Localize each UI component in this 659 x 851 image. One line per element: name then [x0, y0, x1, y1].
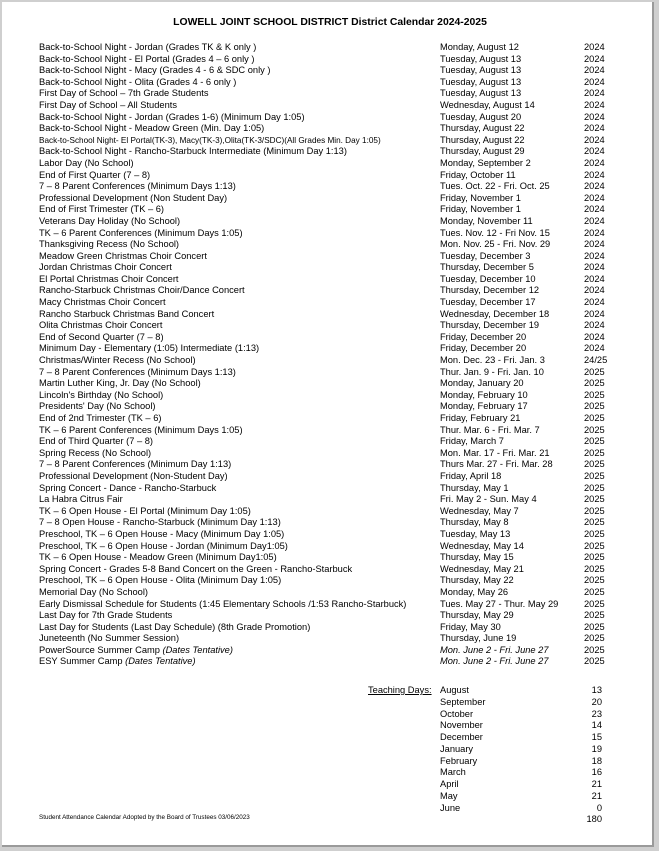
event-year: 2024 [584, 215, 605, 226]
days-count: 19 [591, 743, 602, 754]
event-name: End of Third Quarter (7 – 8) [39, 436, 154, 447]
event-year: 2025 [584, 447, 605, 458]
event-date: Monday, May 26 [440, 586, 509, 597]
days-count: 13 [591, 685, 602, 695]
event-name: 7 – 8 Parent Conferences (Minimum Days 1:13) [39, 366, 236, 377]
event-year: 2024 [584, 99, 605, 110]
event-year: 2024 [584, 169, 605, 180]
event-name: Last Day for Students (Last Day Schedule) (8th Grade Promotion) [39, 621, 311, 632]
event-name: Back-to-School Night - Jordan (Grades TK & K only ) [39, 42, 257, 52]
days-count: 180 [586, 814, 602, 825]
event-row [39, 181, 619, 193]
event-name: First Day of School – 7th Grade Students [39, 88, 209, 99]
events-list [39, 42, 619, 668]
month-label: March [440, 767, 466, 778]
event-date: Wednesday, August 14 [440, 99, 535, 110]
teaching-days-total [440, 814, 610, 826]
event-row [39, 262, 619, 274]
month-label: September [440, 696, 486, 707]
event-date: Monday, September 2 [440, 157, 531, 168]
event-name: Lincoln's Birthday (No School) [39, 389, 164, 400]
event-date: Friday, December 20 [440, 331, 527, 342]
event-row [39, 297, 619, 309]
event-row [39, 483, 619, 495]
event-name: Spring Concert - Dance - Rancho-Starbuck [39, 482, 217, 493]
event-name: Martin Luther King, Jr. Day (No School) [39, 378, 201, 389]
days-count: 20 [591, 696, 602, 707]
days-count: 16 [591, 767, 602, 778]
event-name: Preschool, TK – 6 Open House - Olita (Minimum Day 1:05) [39, 575, 282, 586]
event-year: 2024 [584, 285, 605, 296]
event-row [39, 77, 619, 89]
event-name: TK – 6 Open House - Meadow Green (Minimum Day1:05) [39, 552, 277, 563]
event-name: El Portal Christmas Choir Concert [39, 273, 179, 284]
event-row [39, 599, 619, 611]
event-year: 2024 [584, 53, 605, 64]
event-name: La Habra Citrus Fair [39, 494, 123, 505]
event-name: Thanksgiving Recess (No School) [39, 239, 180, 250]
month-label: April [440, 779, 459, 789]
event-date: Friday, November 1 [440, 192, 521, 203]
event-name: Veterans Day Holiday (No School) [39, 215, 181, 226]
event-name: Early Dismissal Schedule for Students (1:45 Elementary Schools /1:53 Rancho-Starbuck) [39, 598, 407, 609]
event-name: Back-to-School Night - Meadow Green (Min. Day 1:05) [39, 123, 265, 134]
event-year: 2025 [584, 424, 605, 435]
event-year: 2025 [584, 528, 605, 539]
event-year: 2025 [584, 470, 605, 481]
event-row [39, 390, 619, 402]
event-name: Back-to-School Night - Olita (Grades 4 - 6 only ) [39, 76, 237, 87]
days-count: 18 [591, 755, 602, 766]
event-date: Thursday, May 1 [440, 482, 509, 493]
event-row [39, 65, 619, 77]
event-year: 2024 [584, 146, 605, 157]
event-row [39, 378, 619, 390]
event-date: Tuesday, August 13 [440, 88, 522, 99]
event-name: Professional Development (Non Student Day) [39, 192, 228, 203]
teaching-days-row [440, 791, 610, 803]
event-row [39, 425, 619, 437]
teaching-days-row [440, 732, 610, 744]
event-row [39, 564, 619, 576]
event-name: Olita Christmas Choir Concert [39, 320, 163, 331]
event-name: End of 2nd Trimester (TK – 6) [39, 413, 162, 423]
event-name: PowerSource Summer Camp (Dates Tentative) [39, 644, 233, 655]
event-name: Christmas/Winter Recess (No School) [39, 355, 196, 366]
event-row [39, 158, 619, 170]
event-date: Thursday, June 19 [440, 633, 517, 644]
event-name: 7 – 8 Parent Conferences (Minimum Days 1:13) [39, 181, 236, 192]
event-row [39, 494, 619, 506]
event-name: TK – 6 Parent Conferences (Minimum Days 1:05) [39, 424, 243, 435]
days-count: 21 [591, 790, 602, 801]
event-date: Thursday, May 15 [440, 552, 514, 563]
event-row [39, 274, 619, 286]
days-count: 15 [591, 732, 602, 742]
event-date: Tues. Oct. 22 - Fri. Oct. 25 [440, 181, 550, 192]
event-date: Thursday, August 22 [440, 123, 525, 134]
event-year: 2025 [584, 366, 605, 377]
days-count: 0 [596, 802, 602, 813]
event-name: Minimum Day - Elementary (1:05) Intermediate (1:13) [39, 343, 260, 354]
event-row [39, 88, 619, 100]
event-date: Tuesday, August 20 [440, 111, 522, 122]
event-year: 24/25 [584, 355, 608, 366]
event-row [39, 239, 619, 251]
event-date: Thur. Jan. 9 - Fri. Jan. 10 [440, 366, 544, 377]
event-name: Preschool, TK – 6 Open House - Macy (Minimum Day 1:05) [39, 528, 285, 539]
event-row [39, 193, 619, 205]
event-name: End of First Quarter (7 – 8) [39, 169, 151, 180]
event-year: 2024 [584, 250, 605, 261]
event-row [39, 228, 619, 240]
event-year: 2025 [584, 552, 605, 563]
event-date: Tuesday, August 13 [440, 53, 522, 64]
event-date: Monday, November 11 [440, 215, 533, 226]
event-row [39, 42, 619, 54]
event-year: 2025 [584, 459, 605, 470]
event-row [39, 575, 619, 587]
days-count: 23 [591, 708, 602, 719]
event-name: Last Day for 7th Grade Students [39, 610, 173, 621]
event-row [39, 413, 619, 425]
event-year: 2024 [584, 123, 605, 134]
event-row [39, 170, 619, 182]
event-year: 2024 [584, 273, 605, 284]
event-year: 2024 [584, 181, 605, 192]
month-label: February [440, 755, 478, 766]
event-year: 2025 [584, 517, 605, 528]
event-year: 2024 [584, 343, 605, 354]
event-name: Rancho Starbuck Christmas Band Concert [39, 308, 215, 319]
footer-note: Student Attendance Calendar Adopted by the Board of Trustees 03/06/2023 [39, 814, 250, 821]
event-year: 2024 [584, 111, 605, 122]
event-row [39, 622, 619, 634]
event-row [39, 320, 619, 332]
event-name: 7 – 8 Open House - Rancho-Starbuck (Minimum Day 1:13) [39, 517, 281, 528]
event-date: Tues. May 27 - Thur. May 29 [440, 598, 559, 609]
event-year: 2024 [584, 331, 605, 342]
event-date: Tuesday, May 13 [440, 528, 511, 539]
teaching-days-row [440, 744, 610, 756]
event-name: Memorial Day (No School) [39, 586, 149, 597]
event-row [39, 251, 619, 263]
event-date: Tuesday, December 10 [440, 273, 536, 284]
event-row [39, 645, 619, 657]
month-label: October [440, 708, 474, 719]
event-date: Tuesday, December 3 [440, 250, 531, 261]
event-name-note: (Dates Tentative) [162, 644, 233, 655]
event-year: 2025 [584, 378, 605, 389]
event-name: Rancho-Starbuck Christmas Choir/Dance Concert [39, 285, 245, 296]
month-label: August [440, 685, 469, 695]
event-date: Mon. June 2 - Fri. June 27 [440, 656, 549, 667]
event-year: 2024 [584, 192, 605, 203]
event-name: Back-to-School Night - Rancho-Starbuck Intermediate (Minimum Day 1:13) [39, 146, 347, 157]
event-year: 2024 [584, 239, 605, 250]
event-date: Thursday, December 12 [440, 285, 540, 296]
event-name: Back-to-School Night - Macy (Grades 4 - 6 & SDC only ) [39, 65, 271, 76]
event-row [39, 517, 619, 529]
event-row [39, 436, 619, 448]
event-name: TK – 6 Parent Conferences (Minimum Days 1:05) [39, 227, 243, 238]
event-year: 2025 [584, 644, 605, 655]
event-date: Friday, October 11 [440, 169, 516, 180]
event-year: 2025 [584, 436, 605, 447]
teaching-days-row [440, 779, 610, 791]
event-date: Monday, January 20 [440, 378, 524, 389]
event-date: Thurs Mar. 27 - Fri. Mar. 28 [440, 459, 553, 470]
teaching-days-row [440, 720, 610, 732]
event-name: ESY Summer Camp (Dates Tentative) [39, 656, 196, 667]
event-name: 7 – 8 Parent Conferences (Minimum Day 1:13) [39, 459, 232, 470]
month-label: November [440, 720, 483, 731]
event-year: 2025 [584, 401, 605, 412]
event-name: Labor Day (No School) [39, 157, 134, 168]
event-year: 2025 [584, 598, 605, 609]
event-row [39, 123, 619, 135]
event-row [39, 633, 619, 645]
event-date: Mon. Nov. 25 - Fri. Nov. 29 [440, 239, 551, 250]
event-row [39, 332, 619, 344]
event-name: Meadow Green Christmas Choir Concert [39, 250, 207, 261]
event-year: 2025 [584, 586, 605, 597]
event-year: 2025 [584, 621, 605, 632]
event-year: 2025 [584, 540, 605, 551]
event-date: Tuesday, August 13 [440, 76, 522, 87]
event-date: Thursday, May 22 [440, 575, 514, 586]
event-year: 2025 [584, 389, 605, 400]
page-title: LOWELL JOINT SCHOOL DISTRICT District Calendar 2024-2025 [173, 17, 487, 28]
event-row [39, 343, 619, 355]
event-year: 2025 [584, 610, 605, 621]
event-row [39, 552, 619, 564]
event-year: 2025 [584, 505, 605, 516]
event-name: TK – 6 Open House - El Portal (Minimum Day 1:05) [39, 505, 251, 516]
event-date: Tuesday, August 13 [440, 65, 522, 76]
event-row [39, 459, 619, 471]
event-name: Macy Christmas Choir Concert [39, 297, 166, 308]
event-row [39, 146, 619, 158]
event-row [39, 285, 619, 297]
event-date: Wednesday, May 7 [440, 505, 519, 516]
event-name: Spring Recess (No School) [39, 447, 152, 458]
month-label: June [440, 802, 461, 813]
event-date: Mon. Mar. 17 - Fri. Mar. 21 [440, 447, 550, 458]
event-date: Wednesday, May 14 [440, 540, 524, 551]
event-name: First Day of School – All Students [39, 99, 177, 110]
event-row [39, 401, 619, 413]
event-name: Back-to-School Night - El Portal (Grades 4 – 6 only ) [39, 53, 255, 64]
event-date: Monday, February 17 [440, 401, 528, 412]
event-date: Tues. Nov. 12 - Fri Nov. 15 [440, 227, 550, 238]
event-date: Thursday, August 22 [440, 134, 525, 145]
event-row [39, 112, 619, 124]
event-name: Preschool, TK – 6 Open House - Jordan (Minimum Day1:05) [39, 540, 288, 551]
event-date: Friday, May 30 [440, 621, 501, 632]
event-name: Juneteenth (No Summer Session) [39, 633, 180, 644]
event-row [39, 367, 619, 379]
days-count: 21 [591, 779, 602, 789]
event-row [39, 587, 619, 599]
month-label: January [440, 743, 474, 754]
event-row [39, 54, 619, 66]
event-name: Professional Development (Non-Student Day) [39, 470, 228, 481]
event-year: 2024 [584, 42, 605, 52]
event-date: Friday, February 21 [440, 413, 521, 423]
event-date: Fri. May 2 - Sun. May 4 [440, 494, 537, 505]
event-date: Thursday, May 29 [440, 610, 514, 621]
event-year: 2024 [584, 76, 605, 87]
event-date: Thursday, December 19 [440, 320, 540, 331]
event-row [39, 216, 619, 228]
event-row [39, 506, 619, 518]
event-name: End of First Trimester (TK – 6) [39, 204, 165, 215]
event-year: 2025 [584, 563, 605, 574]
teaching-days-row [440, 685, 610, 697]
month-label: December [440, 732, 483, 742]
event-name: Back-to-School Night - Jordan (Grades 1-6) (Minimum Day 1:05) [39, 111, 305, 122]
event-date: Tuesday, December 17 [440, 297, 536, 308]
event-date: Monday, August 12 [440, 42, 519, 52]
event-date: Friday, March 7 [440, 436, 504, 447]
teaching-days-row [440, 697, 610, 709]
event-year: 2025 [584, 482, 605, 493]
event-row [39, 529, 619, 541]
event-date: Mon. Dec. 23 - Fri. Jan. 3 [440, 355, 545, 366]
event-name-note: (Dates Tentative) [125, 656, 196, 667]
event-year: 2025 [584, 633, 605, 644]
event-year: 2024 [584, 262, 605, 273]
event-year: 2024 [584, 308, 605, 319]
event-date: Thursday, December 5 [440, 262, 534, 273]
event-row [39, 355, 619, 367]
event-year: 2024 [584, 65, 605, 76]
event-date: Thursday, May 8 [440, 517, 509, 528]
event-name: Spring Concert - Grades 5-8 Band Concert on the Green - Rancho-Starbuck [39, 563, 353, 574]
teaching-days-row [440, 767, 610, 779]
event-year: 2025 [584, 413, 605, 423]
event-year: 2024 [584, 297, 605, 308]
event-year: 2024 [584, 320, 605, 331]
event-date: Friday, December 20 [440, 343, 527, 354]
event-name: Presidents' Day (No School) [39, 401, 156, 412]
event-row [39, 471, 619, 483]
event-date: Friday, April 18 [440, 470, 502, 481]
event-year: 2024 [584, 204, 605, 215]
event-year: 2024 [584, 134, 605, 145]
event-row [39, 204, 619, 216]
calendar-page [2, 2, 654, 847]
event-date: Friday, November 1 [440, 204, 521, 215]
event-date: Mon. June 2 - Fri. June 27 [440, 644, 549, 655]
teaching-days-label: Teaching Days: [368, 685, 432, 695]
event-year: 2024 [584, 227, 605, 238]
event-date: Wednesday, May 21 [440, 563, 524, 574]
event-date: Thur. Mar. 6 - Fri. Mar. 7 [440, 424, 540, 435]
event-row [39, 100, 619, 112]
event-year: 2025 [584, 494, 605, 505]
event-name: Jordan Christmas Choir Concert [39, 262, 172, 273]
event-row [39, 656, 619, 668]
teaching-days-row [440, 756, 610, 768]
event-date: Monday, February 10 [440, 389, 528, 400]
event-year: 2024 [584, 157, 605, 168]
days-count: 14 [591, 720, 602, 731]
event-year: 2024 [584, 88, 605, 99]
event-date: Wednesday, December 18 [440, 308, 550, 319]
teaching-days-list [440, 685, 610, 826]
teaching-days-row [440, 803, 610, 815]
event-name: End of Second Quarter (7 – 8) [39, 331, 164, 342]
event-date: Thursday, August 29 [440, 146, 525, 157]
event-row [39, 541, 619, 553]
event-row [39, 309, 619, 321]
event-row [39, 135, 619, 147]
event-row [39, 610, 619, 622]
teaching-days-row [440, 709, 610, 721]
event-name: Back-to-School Night- El Portal(TK-3), Macy(TK-3),Olita(TK-3/SDC)(All Grades Min. Day 1:05) [39, 135, 381, 145]
event-year: 2025 [584, 575, 605, 586]
month-label: May [440, 790, 458, 801]
event-row [39, 448, 619, 460]
event-year: 2025 [584, 656, 605, 667]
